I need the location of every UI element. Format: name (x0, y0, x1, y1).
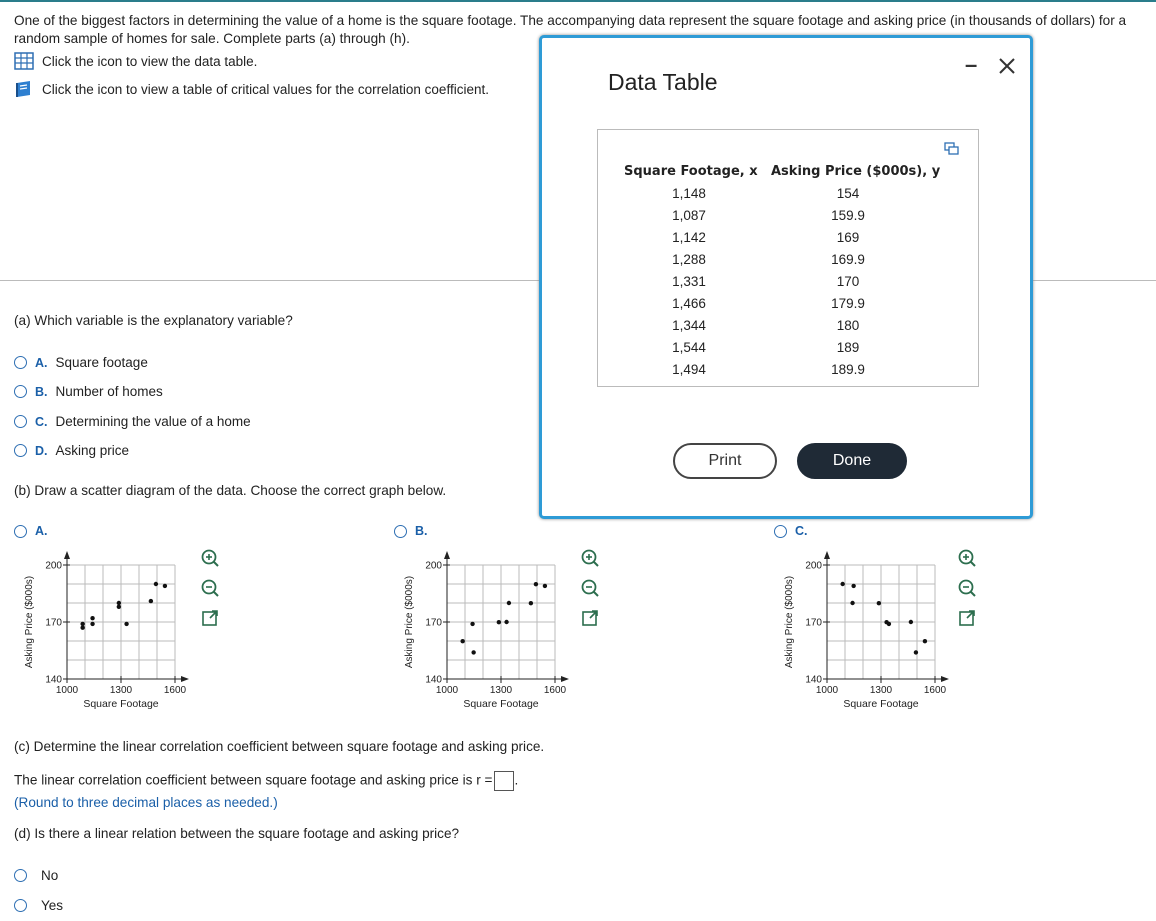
data-point (529, 601, 533, 605)
x-tick-label: 1300 (489, 685, 513, 696)
column-header-x: Square Footage, x (624, 164, 758, 179)
part-a-option-b[interactable] (14, 384, 163, 399)
graph-b-tools (580, 548, 600, 628)
data-point (90, 616, 94, 620)
table-cell-y: 189 (836, 340, 860, 355)
data-table-link-text[interactable]: Click the icon to view the data table. (42, 53, 258, 69)
table-cell-x: 1,331 (672, 274, 706, 289)
option-text: Yes (41, 898, 64, 913)
data-point (909, 620, 913, 624)
table-cell-y: 154 (836, 186, 860, 201)
data-point (470, 622, 474, 626)
scatter-graph-c (780, 545, 1020, 715)
table-cell-y: 189.9 (831, 362, 865, 377)
y-axis-label: Asking Price ($000s) (24, 575, 35, 669)
option-text: Asking price (55, 443, 130, 458)
data-point (163, 584, 167, 588)
scatter-graph-a (20, 545, 260, 715)
radio-button[interactable] (14, 444, 27, 457)
table-grid-icon[interactable] (14, 52, 34, 70)
table-cell-x: 1,544 (672, 340, 706, 355)
table-cell-x: 1,288 (672, 252, 706, 267)
table-cell-x: 1,344 (672, 318, 706, 333)
graph-a-choice[interactable] (14, 524, 48, 538)
data-point (90, 622, 94, 626)
data-point (840, 582, 844, 586)
radio-button[interactable] (774, 525, 787, 538)
book-icon[interactable] (14, 80, 34, 98)
radio-button[interactable] (14, 385, 27, 398)
y-tick-label: 200 (425, 560, 442, 572)
part-c-question: (c) Determine the linear correlation coefficient between square footage and asking price. (14, 739, 545, 754)
data-point (471, 650, 475, 654)
part-a-option-c[interactable] (14, 414, 251, 429)
column-header-y: Asking Price ($000s), y (771, 164, 941, 179)
y-axis-label: Asking Price ($000s) (404, 575, 415, 669)
option-letter: C. (795, 524, 808, 538)
open-in-window-icon[interactable] (200, 608, 220, 628)
part-c-prompt-row (14, 771, 518, 791)
data-point (460, 639, 464, 643)
x-tick-label: 1600 (163, 685, 187, 696)
data-point (504, 620, 508, 624)
data-point (80, 622, 84, 626)
graph-c-tools (957, 548, 977, 628)
zoom-in-icon[interactable] (200, 548, 220, 568)
y-tick-label: 200 (805, 560, 822, 572)
x-axis-arrow (941, 676, 949, 682)
graph-b-choice[interactable] (394, 524, 428, 538)
table-cell-x: 1,087 (672, 208, 706, 223)
option-letter: A. (35, 355, 48, 370)
y-tick-label: 200 (45, 560, 62, 572)
data-point (914, 650, 918, 654)
radio-button[interactable] (14, 899, 27, 912)
zoom-out-icon[interactable] (957, 578, 977, 598)
option-letter: B. (415, 524, 428, 538)
table-cell-x: 1,148 (672, 186, 706, 201)
y-tick-label: 170 (805, 617, 822, 629)
rounding-hint: (Round to three decimal places as needed.) (14, 795, 278, 810)
y-tick-label: 170 (425, 617, 442, 629)
period: . (514, 772, 519, 788)
zoom-out-icon[interactable] (580, 578, 600, 598)
table-cell-x: 1,142 (672, 230, 706, 245)
scatter-graph-b (400, 545, 640, 715)
x-axis-arrow (561, 676, 569, 682)
option-text: Number of homes (55, 384, 163, 399)
intro-text: One of the biggest factors in determining the value of a home is the square footage. The accompanying data represent the square footage and asking price (in thousands of dollars) for a random sample of homes for sale. Complete parts (a) through (h). (14, 13, 1127, 46)
x-tick-label: 1000 (55, 685, 79, 696)
data-point (80, 626, 84, 630)
table-cell-y: 159.9 (831, 208, 865, 223)
part-b-question: (b) Draw a scatter diagram of the data. Choose the correct graph below. (14, 483, 447, 498)
data-point (154, 582, 158, 586)
open-in-window-icon[interactable] (957, 608, 977, 628)
table-cell-y: 179.9 (831, 296, 865, 311)
y-tick-label: 140 (45, 674, 62, 686)
part-d-question: (d) Is there a linear relation between the square footage and asking price? (14, 826, 460, 841)
x-axis-label: Square Footage (83, 698, 159, 710)
data-point (877, 601, 881, 605)
zoom-out-icon[interactable] (200, 578, 220, 598)
y-tick-label: 170 (45, 617, 62, 629)
part-d-option-yes[interactable] (14, 898, 63, 913)
data-point (497, 620, 501, 624)
x-tick-label: 1000 (435, 685, 459, 696)
option-letter: B. (35, 384, 48, 399)
y-axis-label: Asking Price ($000s) (784, 575, 795, 669)
data-table (597, 129, 979, 387)
table-cell-y: 180 (836, 318, 860, 333)
x-tick-label: 1300 (869, 685, 893, 696)
minimize-icon[interactable]: – (965, 52, 978, 77)
x-tick-label: 1600 (543, 685, 567, 696)
data-point (543, 584, 547, 588)
close-icon[interactable] (998, 57, 1016, 75)
part-c-prompt: The linear correlation coefficient between square footage and asking price is r = (14, 772, 493, 788)
table-cell-y: 170 (836, 274, 860, 289)
critical-values-link-text[interactable]: Click the icon to view a table of critical values for the correlation coefficient. (42, 81, 489, 97)
data-point (117, 605, 121, 609)
data-point (507, 601, 511, 605)
r-answer-input[interactable] (494, 771, 514, 791)
x-axis-label: Square Footage (463, 698, 539, 710)
option-text: No (41, 868, 59, 883)
top-accent-line (0, 0, 1156, 2)
zoom-in-icon[interactable] (580, 548, 600, 568)
radio-button[interactable] (14, 869, 27, 882)
table-cell-x: 1,466 (672, 296, 706, 311)
y-axis-arrow (824, 551, 830, 559)
x-tick-label: 1300 (109, 685, 133, 696)
x-tick-label: 1600 (923, 685, 947, 696)
data-point (124, 622, 128, 626)
zoom-in-icon[interactable] (957, 548, 977, 568)
part-a-question: (a) Which variable is the explanatory variable? (14, 313, 293, 328)
dialog-title: Data Table (608, 69, 718, 95)
x-tick-label: 1000 (815, 685, 839, 696)
graph-a-tools (200, 548, 220, 628)
part-a-option-d[interactable] (14, 443, 129, 458)
data-point (149, 599, 153, 603)
y-tick-label: 140 (805, 674, 822, 686)
done-button[interactable]: Done (797, 443, 907, 479)
radio-button[interactable] (394, 525, 407, 538)
y-axis-arrow (64, 551, 70, 559)
data-point (534, 582, 538, 586)
option-text: Determining the value of a home (55, 414, 251, 429)
x-axis-label: Square Footage (843, 698, 919, 710)
option-letter: A. (35, 524, 48, 538)
y-axis-arrow (444, 551, 450, 559)
option-letter: D. (35, 443, 48, 458)
data-point (923, 639, 927, 643)
option-letter: C. (35, 414, 48, 429)
copy-table-icon[interactable] (944, 142, 960, 156)
radio-button[interactable] (14, 525, 27, 538)
data-point (851, 584, 855, 588)
critical-values-link[interactable] (14, 80, 489, 98)
data-table-dialog (539, 35, 1033, 519)
x-axis-arrow (181, 676, 189, 682)
option-text: Square footage (55, 355, 148, 370)
data-table-link[interactable] (14, 52, 257, 70)
graph-c-choice[interactable] (774, 524, 808, 538)
part-d-option-no[interactable] (14, 868, 58, 883)
data-point (887, 622, 891, 626)
radio-button[interactable] (14, 415, 27, 428)
table-cell-y: 169.9 (831, 252, 865, 267)
data-point (117, 601, 121, 605)
radio-button[interactable] (14, 356, 27, 369)
y-tick-label: 140 (425, 674, 442, 686)
part-a-option-a[interactable] (14, 355, 148, 370)
data-point (850, 601, 854, 605)
print-button[interactable]: Print (673, 443, 777, 479)
table-cell-y: 169 (836, 230, 860, 245)
table-cell-x: 1,494 (672, 362, 706, 377)
open-in-window-icon[interactable] (580, 608, 600, 628)
